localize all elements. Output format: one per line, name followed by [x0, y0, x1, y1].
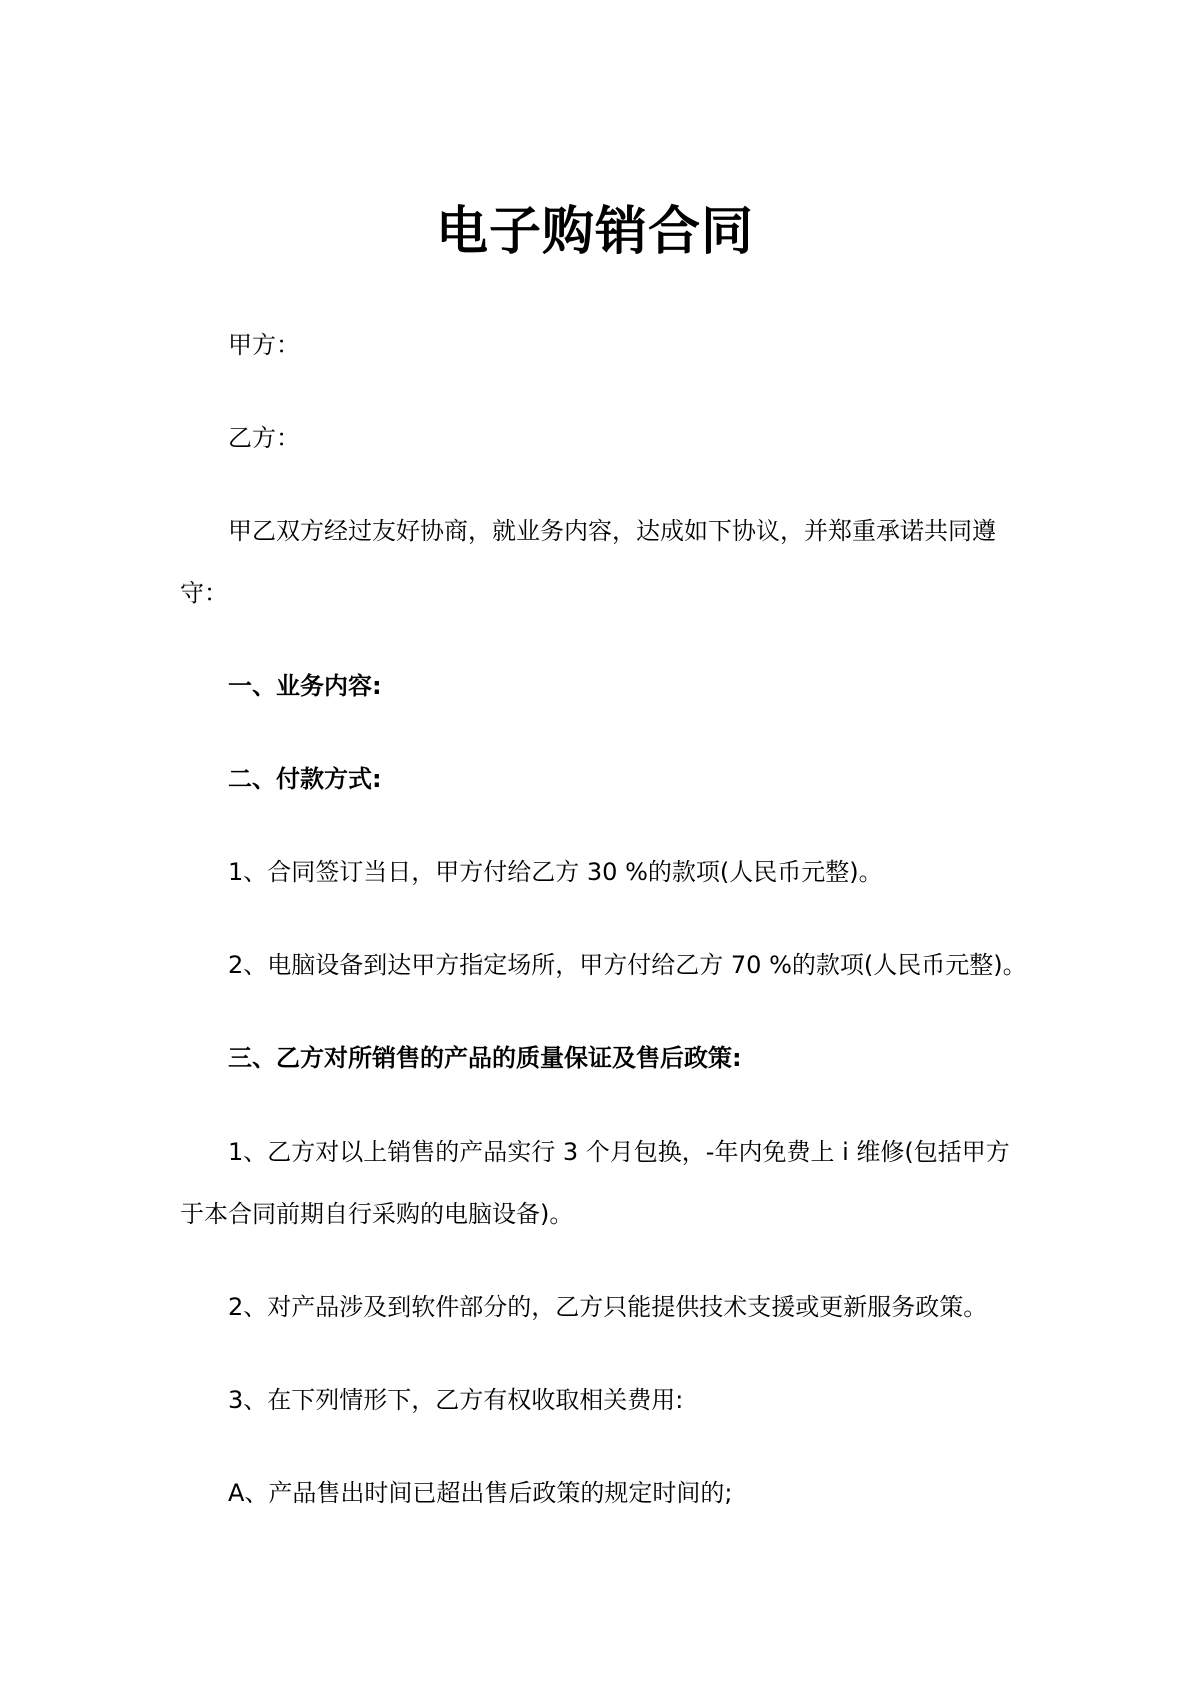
section3-heading: 三、乙方对所销售的产品的质量保证及售后政策:: [228, 1044, 742, 1072]
section2-heading: 二、付款方式:: [228, 765, 382, 793]
party-b-label: 乙方：: [228, 424, 300, 452]
warranty-item-1-line2: 于本合同前期自行采购的电脑设备)。: [180, 1200, 574, 1228]
warranty-item-1-line1: 1、乙方对以上销售的产品实行 3 个月包换，-年内免费上 i 维修(包括甲方: [228, 1138, 1010, 1166]
intro-paragraph-line1: 甲乙双方经过友好协商，就业务内容，达成如下协议，并郑重承诺共同遵: [228, 517, 996, 545]
warranty-item-3: 3、在下列情形下，乙方有权收取相关费用:: [228, 1386, 684, 1414]
warranty-item-2: 2、对产品涉及到软件部分的，乙方只能提供技术支援或更新服务政策。: [228, 1293, 988, 1321]
payment-item-1: 1、合同签订当日，甲方付给乙方 30 %的款项(人民币元整)。: [228, 858, 883, 886]
party-a-label: 甲方：: [228, 331, 300, 359]
section1-heading: 一、业务内容:: [228, 672, 382, 700]
document-title: 电子购销合同: [435, 202, 754, 262]
payment-item-2: 2、电脑设备到达甲方指定场所，甲方付给乙方 70 %的款项(人民币元整)。: [228, 951, 1027, 979]
warranty-item-3-a: A、产品售出时间已超出售后政策的规定时间的;: [228, 1479, 733, 1507]
intro-paragraph-line2: 守：: [180, 579, 228, 607]
